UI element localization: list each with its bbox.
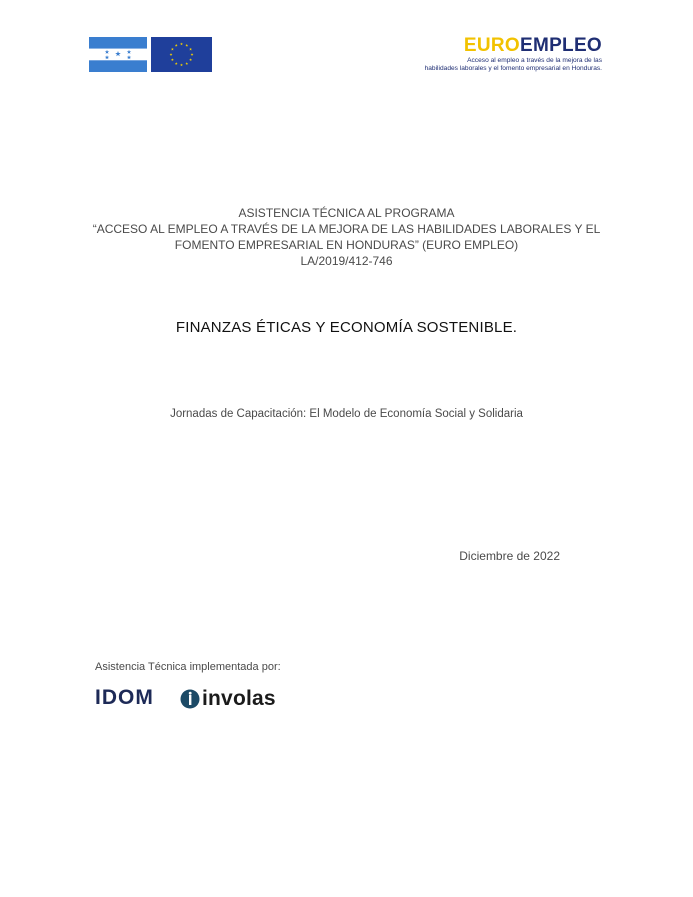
implemented-by-label: Asistencia Técnica implementada por: — [95, 661, 281, 673]
euroempleo-wordmark-euro: EURO — [463, 35, 520, 56]
program-line-2: “ACCESO AL EMPLEO A TRAVÉS DE LA MEJORA DE LAS HABILIDADES LABORALES Y EL — [92, 222, 601, 236]
program-line-3: FOMENTO EMPRESARIAL EN HONDURAS” (EURO EMPLEO) — [174, 238, 519, 252]
involas-wordmark: involas — [202, 687, 276, 710]
euroempleo-tagline-line2: habilidades laborales y el fomento empresarial en Honduras. — [424, 65, 602, 72]
eu-flag-icon — [151, 37, 212, 72]
euroempleo-wordmark-empleo: EMPLEO — [519, 35, 602, 56]
euroempleo-wordmark — [380, 36, 602, 56]
program-line-1: ASISTENCIA TÉCNICA AL PROGRAMA — [238, 206, 455, 220]
document-title: FINANZAS ÉTICAS Y ECONOMÍA SOSTENIBLE. — [175, 319, 518, 336]
program-heading — [60, 205, 633, 269]
involas-mark-icon — [180, 689, 200, 709]
involas-logo — [180, 686, 276, 712]
euroempleo-tagline-line1: Acceso al empleo a través de la mejora de las — [467, 57, 602, 64]
honduras-flag-icon — [89, 37, 147, 72]
program-reference: LA/2019/412-746 — [300, 254, 393, 268]
idom-logo: IDOM — [95, 686, 154, 709]
euroempleo-logo — [380, 36, 602, 73]
euroempleo-tagline — [380, 57, 602, 73]
document-subtitle: Jornadas de Capacitación: El Modelo de Economía Social y Solidaria — [170, 408, 523, 420]
document-date: Diciembre de 2022 — [459, 549, 560, 563]
